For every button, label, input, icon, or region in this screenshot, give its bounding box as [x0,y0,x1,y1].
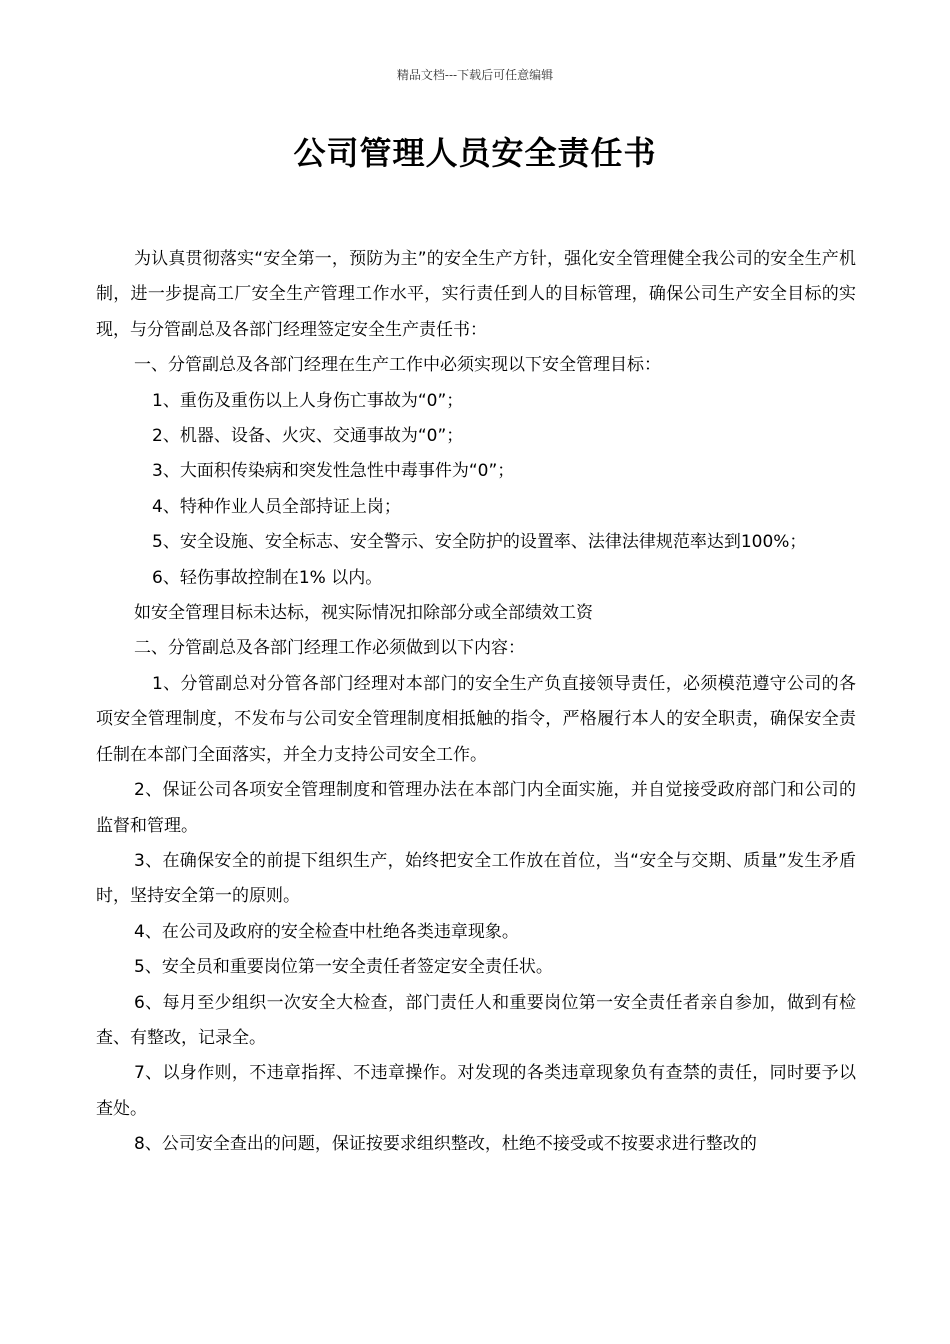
duty-item-2: 2、保证公司各项安全管理制度和管理办法在本部门内全面实施，并自觉接受政府部门和公司的监督和管理。 [96,780,856,836]
header-note: 精品文档---下载后可任意编辑 [396,68,554,82]
duty-item-1: 1、分管副总对分管各部门经理对本部门的安全生产负直接领导责任，必须模范遵守公司的各项安全管理制度，不发布与公司安全管理制度相抵触的指令，严格履行本人的安全职责，确保安全责任制在本部门全面落实，并全力支持公司安全工作。 [96,673,856,765]
section-heading-1: 一、分管副总及各部门经理在生产工作中必须实现以下安全管理目标： [134,355,661,376]
duty-item-4: 4、在公司及政府的安全检查中杜绝各类违章现象。 [134,921,519,942]
duty-item-6: 6、每月至少组织一次安全大检查，部门责任人和重要岗位第一安全责任者亲自参加，做到有检查、有整改，记录全。 [96,992,856,1048]
document-body [96,242,856,1163]
intro-paragraph: 为认真贯彻落实“安全第一，预防为主”的安全生产方针，强化安全管理健全我公司的安全生产机制，进一步提高工厂安全生产管理工作水平，实行责任到人的目标管理，确保公司生产安全目标的实现，与分管副总及各部门经理签定安全生产责任书： [96,249,856,340]
goal-item-1: 1、重伤及重伤以上人身伤亡事故为“0”； [152,390,464,411]
goal-item-4: 4、特种作业人员全部持证上岗； [152,496,401,517]
goal-item-2: 2、机器、设备、火灾、交通事故为“0”； [152,426,464,447]
goal-item-5: 5、安全设施、安全标志、安全警示、安全防护的设置率、法律法律规范率达到100%； [152,532,807,553]
duty-item-3: 3、在确保安全的前提下组织生产，始终把安全工作放在首位，当“安全与交期、质量”发生矛盾时，坚持安全第一的原则。 [96,850,856,907]
duty-item-5: 5、安全员和重要岗位第一安全责任者签定安全责任状。 [134,957,553,978]
document-title: 公司管理人员安全责任书 [293,134,657,172]
goal-item-3: 3、大面积传染病和突发性急性中毒事件为“0”； [152,461,515,482]
goal-item-6: 6、轻伤事故控制在1% 以内。 [152,567,383,588]
duty-item-8: 8、公司安全查出的问题，保证按要求组织整改，杜绝不接受或不按要求进行整改的 [134,1134,757,1155]
penalty-note: 如安全管理目标未达标，视实际情况扣除部分或全部绩效工资 [134,603,593,624]
section-heading-2: 二、分管副总及各部门经理工作必须做到以下内容： [134,638,525,659]
duty-item-7: 7、以身作则，不违章指挥、不违章操作。对发现的各类违章现象负有查禁的责任，同时要予以查处。 [96,1063,856,1119]
